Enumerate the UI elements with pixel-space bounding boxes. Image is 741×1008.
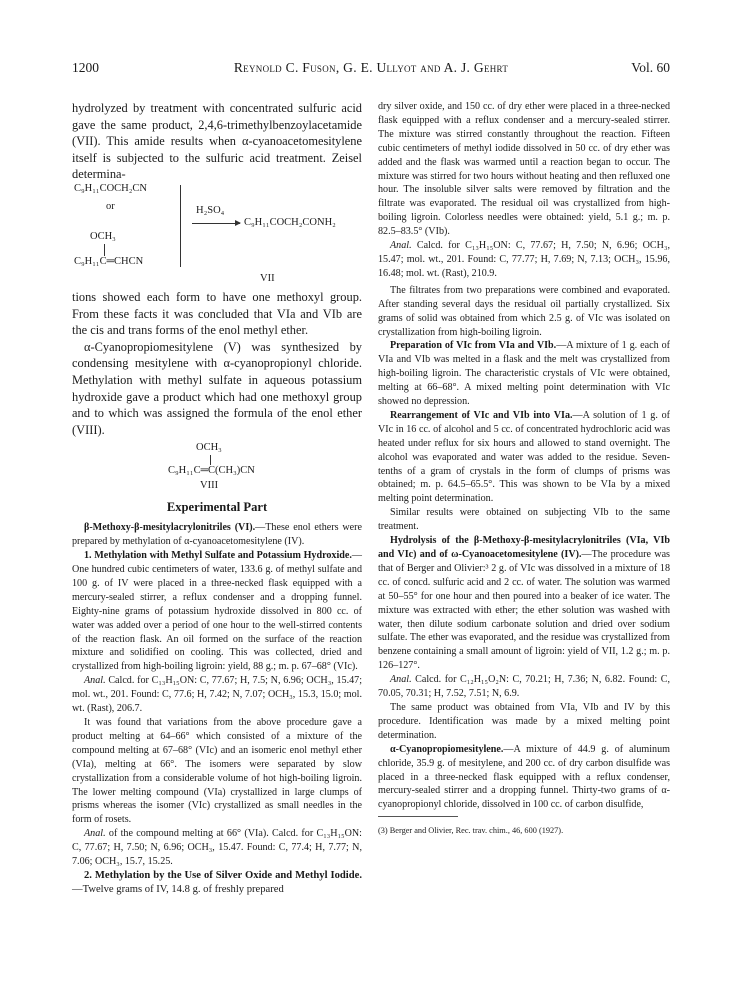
scheme-reactant-keto: C₉H₁₁COCH₂CN [74, 182, 147, 194]
paragraph-methylation-2 [72, 869, 362, 897]
subsection-text: —A mixture of 44.9 g. of aluminum chloride, 35.9 g. of mesitylene, and 200 cc. of dry carbon disulfide was placed in a three-necked flask equipped with a reflux condenser, mercury-sealed stirrer and a dropping funnel. Thirty-two grams of α-cyanopropionyl chloride, dissolved in 100 cc. of carbon disulfide, [378, 743, 670, 811]
scheme-label: VII [260, 272, 275, 284]
subsection-title: 2. Methylation by the Use of Silver Oxide and Methyl Iodide. [84, 869, 362, 881]
subsection-title: α-Cyanopropiomesitylene. [390, 743, 504, 755]
paragraph-filtrates: The filtrates from two preparations were combined and evaporated. After standing several days the residual oil partially crystallized. Six grams of solid was obtained from which 2.5 g. of VIc was isolated on crystallization from high-boiling ligroin. [378, 284, 670, 338]
scheme-reactant-enol: C₉H₁₁C═CHCN [74, 255, 144, 267]
reaction-scheme-vii [72, 183, 362, 289]
subsection-text: —A solution of 1 g. of VIc in 16 cc. of alcohol and 5 cc. of concentrated hydrochloric acid was heated under reflux for six hours and allowed to stand overnight. The alcohol was evaporated and water was added to the residue. Seven-tenths of a gram of crystals in the form of clumps of prisms was obtained; m. p. 64.5–65.5°. This was shown to be VIa by a mixed melting point determination. [378, 409, 671, 505]
anal-text: Calcd. for C₁₃H₁₅ON: C, 77.67; H, 7.50; N, 6.96; OCH₃, 15.47; mol. wt., 201. Found: C, 77.77; H, 7.69; N, 7.13; OCH₃, 15.96, 16.48; mol. wt. (Rast), 210.9. [378, 240, 670, 279]
subsection-text: —A mixture of 1 g. each of VIa and VIb was melted in a flask and the melt was crystallized from high-boiling ligroin. The characteristic crystals of VIc were obtained, melting at 66–68°. A mixed melting point determination with VIc showed no depression. [378, 340, 670, 408]
paragraph-same-product: The same product was obtained from VIa, VIb and IV by this procedure. Identification was made by a mixed melting point determination. [378, 701, 670, 741]
subsection-text: —These enol ethers were prepared by methylation of α-cyanoacetomesitylene (IV). [72, 522, 362, 548]
formula-viii-label: VIII [200, 480, 219, 492]
left-column [72, 100, 362, 897]
paragraph-zeisel: tions showed each form to have one methoxyl group. From these facts it was concluded that VIa and VIb are the cis and trans forms of the enol methyl ether. [72, 289, 362, 338]
paragraph-variations: It was found that variations from the above procedure gave a product melting at 64–66° which consisted of a mixture of the compound melting at 67–68° (VIc) and an isomeric enol methyl ether (VIa), melting at 66°. The isomers were separated by slow crystallization from a considerable volume of hot high-boiling ligroin. The lower melting compound (VIa) crystallized in large clumps of prisms whereas the isomer (VIc) crystallized as small needles in the form of rosets. [72, 717, 362, 826]
scheme-och3: OCH₃ [90, 230, 116, 242]
scheme-or: or [106, 200, 115, 212]
formula-viii-main: C₉H₁₁C═C(CH₃)CN [168, 465, 255, 477]
scheme-bond-line [104, 244, 105, 256]
scheme-product: C₉H₁₁COCH₂CONH₂ [244, 216, 336, 228]
paragraph-vi-intro [72, 521, 362, 549]
paragraph-rearrangement [378, 409, 670, 506]
anal-label: Anal. [84, 675, 106, 687]
running-authors: Reynold C. Fuson, G. E. Ullyot and A. J. Gehrt [233, 60, 509, 75]
formula-viii-och3: OCH₃ [196, 442, 222, 454]
paragraph-similar: Similar results were obtained on subjecting VIb to the same treatment. [378, 507, 670, 533]
page-number: 1200 [72, 60, 99, 75]
running-header [72, 60, 670, 80]
subsection-title: β-Methoxy-β-mesitylacrylonitriles (VI). [84, 522, 256, 534]
paragraph-anal-3 [378, 239, 670, 281]
scheme-brace [180, 185, 181, 267]
paragraph-anal-4 [378, 673, 670, 701]
subsection-text: —The procedure was that of Berger and Olivier:³ 2 g. of VIc was dissolved in a mixture of 18 cc. of concd. sulfuric acid and 2 cc. of water. The solution was warmed at 50–55° for one hour and then poured into a beaker of ice water. The mixture was extracted with ether; the ether solution was washed with water, then dilute sodium carbonate solution and dried over sodium sulfate. The ether was evaporated, and the residue was crystallized from benzene containing a small amount of ligroin: yield of VII, 1.2 g.; m. p. 126–127°. [378, 549, 670, 672]
subsection-title: Hydrolysis of the β-Methoxy-β-mesitylacrylonitriles (VIa, VIb and VIc) and of ω-Cyanoacetomesitylene (IV). [378, 535, 670, 560]
subsection-title: 1. Methylation with Methyl Sulfate and Potassium Hydroxide. [84, 550, 352, 562]
formula-viii [72, 438, 362, 498]
anal-text: of the compound melting at 66° (VIa). Calcd. for C₁₃H₁₅ON: C, 77.67; H, 7.50; N, 6.96; OCH₃, 15.47. Found: C, 77.4; H, 7.77; N, 7.06; OCH₃, 15.7, 15.25. [72, 828, 362, 868]
paragraph-methylation-1 [72, 549, 362, 674]
anal-text: Calcd. for C₁₃H₁₅ON: C, 77.67; H, 7.5; N, 6.96; OCH₃, 15.47; mol. wt., 201. Found: C, 77.6; H, 7.42; N, 7.07; OCH₃, 15.3, 15.0; mol. wt. (Rast), 206.7. [72, 675, 362, 715]
right-column [378, 100, 670, 836]
anal-label: Anal. [390, 674, 412, 686]
anal-label: Anal. [84, 828, 106, 840]
anal-label: Anal. [390, 240, 412, 252]
scheme-arrow [192, 223, 240, 224]
formula-viii-bond [210, 455, 211, 465]
footnote-rule [378, 816, 458, 817]
paragraph-hydrolysis-exp [378, 534, 670, 673]
paragraph-cyanopropio-prep [378, 743, 670, 813]
paragraph-anal-1 [72, 674, 362, 716]
paragraph-silver-oxide: dry silver oxide, and 150 cc. of dry ether were placed in a three-necked flask equipped with a reflux condenser and a mercury-sealed stirrer. The mixture was stirred constantly throughout the reaction. Fifteen cubic centimeters of methyl iodide dissolved in 50 cc. of dry ether was added and the flask was warmed until a reaction began to occur. The mixture was stirred for two hours without heating and then refluxed one hour. The insoluble silver salts were removed by filtration and the filtrate was evaporated. The residual oil was crystallized from high-boiling ligroin. Colorless needles were obtained: yield, 5.1 g.; m. p. 82.5–83.5° (VIb). [378, 101, 670, 238]
anal-text: Calcd. for C₁₂H₁₅O₂N: C, 70.21; H, 7.36; N, 6.82. Found: C, 70.05, 70.31; H, 7.52, 7.51; N, 6.9. [378, 674, 670, 700]
paragraph-cyanopropio: α-Cyanopropiomesitylene (V) was synthesized by condensing mesitylene with α-cyanopropionyl chloride. Methylation with methyl sulfate in aqueous potassium hydroxide gave a product which had one methoxyl group and to which was assigned the formula of the enol ether (VIII). [72, 339, 362, 437]
subsection-text: —One hundred cubic centimeters of water, 133.6 g. of methyl sulfate and 100 g. of IV were placed in a three-necked flask equipped with a mercury-sealed stirrer, a reflux condenser and a dropping funnel. Eighty-nine grams of potassium hydroxide dissolved in 800 cc. of water was added over a period of one hour to the well-stirred contents of the reaction flask. An oil formed on the surface of the reaction mixture and solidified on cooling. This was collected, dried and crystallized from high-boiling ligroin: yield, 88 g.; m. p. 67–68° (VIc). [72, 550, 362, 673]
volume-label: Vol. 60 [631, 60, 670, 75]
paragraph-prep-vic [378, 339, 670, 409]
paragraph-anal-2 [72, 827, 362, 869]
subsection-title: Preparation of VIc from VIa and VIb. [390, 340, 557, 352]
subsection-text: —Twelve grams of IV, 14.8 g. of freshly prepared [72, 883, 284, 895]
footnote: (3) Berger and Olivier, Rec. trav. chim., 46, 600 (1927). [378, 826, 564, 836]
section-heading: Experimental Part [166, 500, 268, 515]
scheme-reagent: H₂SO₄ [196, 204, 225, 216]
subsection-title: Rearrangement of VIc and VIb into VIa. [390, 409, 573, 421]
paragraph-hydrolysis: hydrolyzed by treatment with concentrated sulfuric acid gave the same product, 2,4,6-trimethylbenzoylacetamide (VII). This amide results when α-cyanoacetomesitylene itself is subjected to the sulfuric acid treatment. Zeisel determina- [72, 101, 362, 182]
